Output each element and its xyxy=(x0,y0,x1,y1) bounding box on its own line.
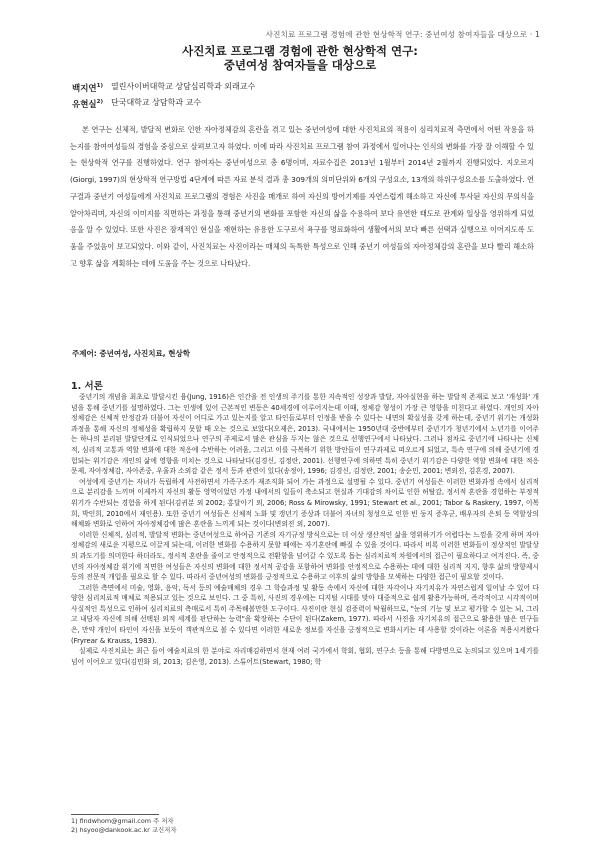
keywords: 주제어: 중년여성, 사진치료, 현상학 xyxy=(72,349,190,358)
abstract: 본 연구는 신체적, 발달적 변화로 인한 자아정체감의 혼란을 겪고 있는 중년여성에 대한 사진치료의 적용이 심리치료적 측면에서 어떤 작용을 하는지를 참여여성들의 경험을 중심으로 살펴보고자 하였다. 이에 따라 사진치료 프로그램 참여 과정에서 일어나는 인식의 변화를 가장 잘 이해할 수 있는 현상학적 연구를 진행하였다. 연구 참여자는 중년여성으로 총 6명이며, 자료수집은 2013년 1월부터 2014년 2월까지 진행되었다. 지오르지(Giorgi, 1997)의 현상학적 연구방법 4단계에 따른 자료 분석 결과 총 309개의 의미단위와 6개의 구성요소, 13개의 하위구성요소를 도출하였다. 연구결과 중년기 여성들에게 사진치료 프로그램의 경험은 사진을 매개로 하여 자신의 방어기제를 자연스럽게 해소하고 자신에 투사된 자신의 무의식을 알아차리며, 자신의 이미지를 직면하는 과정을 통해 중년기의 변화를 포함한 자신의 삶을 수용하여 보다 유연한 태도로 관계와 일상을 영위하게 되었음을 알 수 있었다. 또한 사진은 잠재적인 현실을 재현하는 유용한 도구로서 욕구를 명료화하여 생활에서의 보다 빠른 선택과 실행으로 이어지도록 도움을 주었음이 보고되었다. 이와 같이, 사진치료는 사진이라는 매체의 독특한 특성으로 인해 중년기 여성들의 자아정체감의 혼란을 보다 빨리 해소하고 향후 삶을 계획하는 데에 도움을 주는 것으로 나타났다. xyxy=(70,125,534,268)
body-paragraph: 실제로 사진치료는 최근 들어 예술치료의 한 분야로 자리매김하면서 현재 여러 국가에서 학회, 협회, 연구소 등을 통해 다방면으로 논의되고 있으며 1세기를 넘어 이어오고 있다(김민화 외, 2013; 김은영, 2013). 스튜어트(Stewart, 1980; 학 xyxy=(71,647,539,666)
author-row xyxy=(72,96,255,112)
footnote: 2) hsyoo@dankook.ac.kr 교신저자 xyxy=(71,826,177,834)
running-head: 사진치료 프로그램 경험에 관한 현상학적 연구: 중년여성 참여자들을 대상으로 · 1 xyxy=(265,30,540,39)
author-row xyxy=(72,80,255,96)
footnote: 1) findwhom@gmail.com 주 저자 xyxy=(71,817,174,825)
author-name: 유현실$^{2)}$ xyxy=(72,98,103,110)
section-heading: 1. 서론 xyxy=(71,381,103,392)
author-affiliation: 열린사이버대학교 상담심리학과 외래교수 xyxy=(110,82,256,91)
author-block xyxy=(72,80,255,112)
body-paragraph: 여성에게 중년기는 자녀가 독립하게 사전하면서 가족구조가 재조직화 되어 가는 과정으로 설명될 수 있다. 중년기 여성들은 이러한 변화과정 속에서 심리적으로 분리감을 느끼며 이제까지 자신의 활동 영역이었던 가정 내에서의 일들이 축소되고 현실과 기대감의 차이로 인한 허탈감, 정서적 혼란을 경험하는 부정적 위기가 수반되는 경험을 하게 된다(김귀분 외 2002; 홍달아기 외, 2006; Ross & Mirowsky, 1991; Stewart et al., 2001; Tabor & Raskery, 1997, 이복희, 박인희, 2010에서 재인용). 또한 중년기 여성들은 신체적 노화 및 갱년기 증상과 더불어 자녀의 청성으로 인한 빈 둥지 증후군, 배우자의 은퇴 등 역할상의 해체와 변화로 인하여 자아정체감에 많은 혼란을 느끼게 되는 것이다(변외진 외, 2007). xyxy=(71,477,539,529)
footnotes xyxy=(71,817,177,835)
body-text xyxy=(71,392,539,667)
author-name: 백지연$^{1)}$ xyxy=(72,83,103,94)
body-paragraph: 그러한 측면에서 미술, 영화, 음악, 독서 등의 예술매체의 경우 그 학습과정 및 활동 속에서 자신에 대한 자각이나 자기치유가 자연스럽게 일어날 수 있어 다양한 심리치료적 매체로 적용되고 있는 것으로 보인다. 그 중 특히, 사진의 경우에는 디지털 시대를 맞아 대중적으로 쉽게 활용가능하며, 즉각적이고 시각적이며 사실적인 특성으로 인하여 심리치료의 측매로서 특히 주목해볼만한 도구이다. 사진이란 현실 검증력이 탁월하므로, "눈의 기능 및 보고 평가할 수 있는 뇌, 그리고 내담자 자신에 의해 선택된 외적 세계를 판단하는 능력"을 확장하는 수단이 된다(Zakem, 1977). 따라서 사진을 자기치유의 접근으로 활용한 많은 연구들은, 만약 개인이 타인이 자신을 보듯이 객관적으로 볼 수 있다면 이러한 새로운 정보를 자신을 긍정적으로 변화시키는 데 사용할 것이라는 이론을 적용시켜왔다(Fryrear & Krauss, 1983). xyxy=(71,583,539,645)
body-paragraph: 중년기의 개념을 최초로 발달시킨 융(Jung, 1916)은 인간을 전 인생의 주기를 통한 지속적인 성장과 발달, 자아실현을 하는 발달적 존재로 보고 '개성화' 개념을 통해 중년기를 설명하였다. 그는 인생에 있어 근본적인 변동은 40세경에 이루어지는데 이때, 정체감 형성이 가장 큰 영향을 미친다고 하였다. 개인의 자아정체감은 신체적 안정감과 더불어 자신이 어디로 가고 있는지를 알고 타인들로부터 인정을 받을 수 있다는 내면의 확실성을 갖게 하는데, 중년기 위기는 개성화 과정을 통해 자신의 정체성을 확립하지 못할 때 오는 것으로 보았다(오제은, 2013). 국내에서는 1950년대 중반에부터 중년기가 청년기에서 노년기를 이어주는 하나의 분리된 발달단계로 인식되었으나 연구의 주제로서 많은 관심을 두지는 않은 것으로 선행연구에서 나타났다. 그러나 점차로 중년기에 나타나는 신체적, 심리적 고통과 역할 변화에 대한 적응에 수반하는 어려움, 그리고 이를 극복하기 위한 방안들이 연구과제로 떠오르게 되었고, 특속 연구에 의해 중년기에 경험되는 위기감은 개인의 삶에 영향을 미치는 것으로 나타났다(김경신, 김정란, 2001). 선행연구에 의하면 특히 중년기 위기감은 다양한 역할 변화에 대한 적응문제, 자아정체감, 자아존중, 우울과 소외감 같은 정서 등과 관련이 있다(송정아, 1996; 김경신, 김정란, 2001; 송순민, 2001; 변외진, 김흔경, 2007). xyxy=(71,393,539,476)
body-paragraph: 이러한 신체적, 심리적, 발달적 변화는 중년여성으로 하여금 기존의 자기규정 방식으로는 더 이상 생산적인 삶을 영위하기가 어렵다는 느낌을 갖게 하며 자아정체감의 새로운 지평으로 이끌게 되는데, 이러한 변화를 수용하지 못할 때에는 자기혼란에 빠질 수 있을 것이다. 따라서 비록 이러한 변화들이 정상적인 발달상의 과도기를 의미한다 하더라도, 정서적 혼란을 줄이고 안정적으로 전환함을 넘어갈 수 있도록 돕는 심리치료적 차원에서의 접근이 필요하다고 여겨진다. 즉, 중년의 자아정체감 위기에 직면한 여성들은 자신의 변화에 대한 정서적 공감을 포함하여 변화를 안정적으로 수용하는 데에 대한 심리적 지지, 향후 삶의 방향제시 등의 전문적 개입을 필요로 할 수 있다. 따라서 중년여성의 변화를 긍정적으로 수용하고 이후의 삶의 방향을 모색하는 다양한 접근이 필요할 것이다. xyxy=(71,530,539,582)
footnote-divider xyxy=(71,814,159,815)
title-line-1: 사진치료 프로그램 경험에 관한 현상학적 연구: xyxy=(182,44,418,58)
paper-title xyxy=(0,44,600,72)
title-line-2: 중년여성 참여자들을 대상으로 xyxy=(223,58,377,72)
author-affiliation: 단국대학교 상담학과 교수 xyxy=(110,97,202,107)
